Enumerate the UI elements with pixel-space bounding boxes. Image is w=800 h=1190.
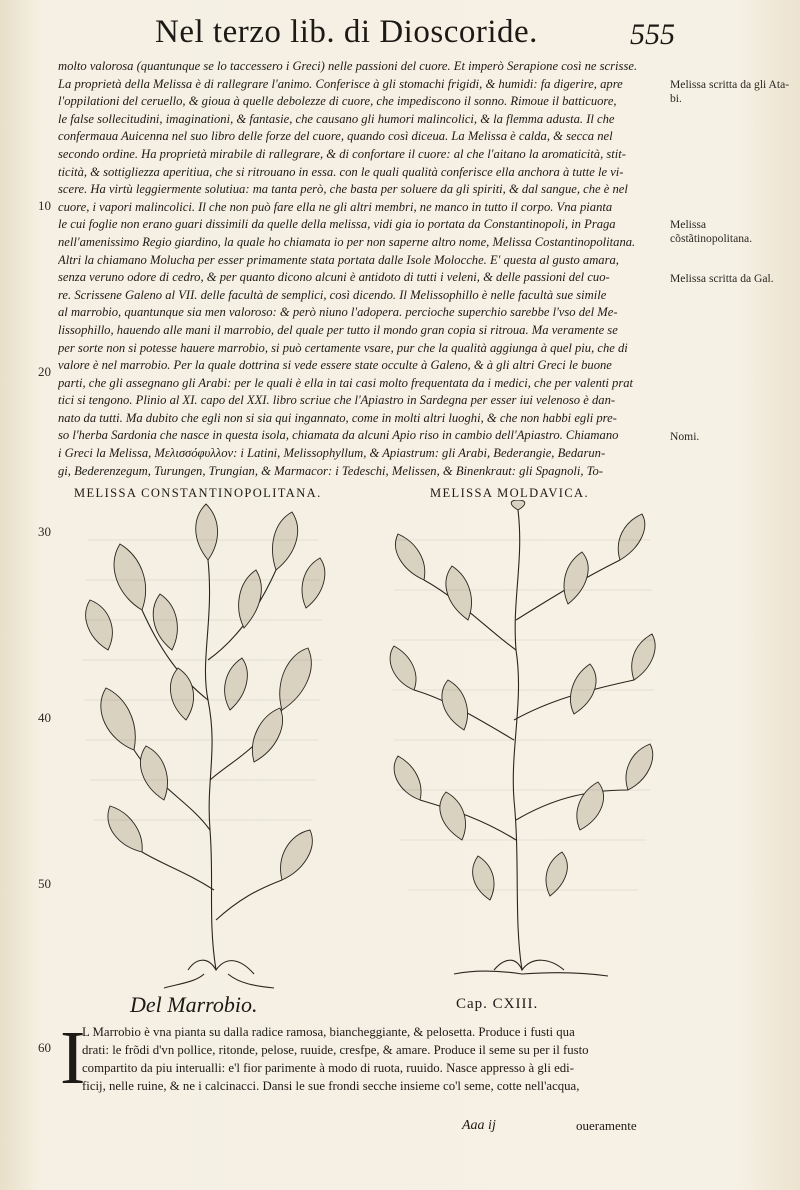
text-line: ticità, & sottigliezza aperitiua, che si ritrouano in essa. con le quali qualità conferisce ella anchora à tutte le vi-: [58, 164, 624, 179]
text-line: le false sollecitudini, imaginationi, & fantasie, che causano gli humori malincolici, & la flemma adusta. Il che: [58, 111, 615, 126]
margin-note: Melissa scritta da gli Ata-bi.: [670, 78, 790, 105]
body-text: [58, 58, 663, 480]
chapter-text: [58, 1016, 658, 1122]
chapter-title: Del Marrobio.: [130, 992, 258, 1017]
text-line: Altri la chiamano Molucha per esser primamente stata portata dalle Isole Molocche. E' questa al gusto amara,: [58, 252, 619, 267]
drop-cap: I: [60, 1016, 86, 1100]
chapter-number: Cap. CXIII.: [456, 996, 539, 1012]
margin-note: Melissa cõstãtinopolitana.: [670, 218, 753, 245]
text-line: senza veruno odore di cedro, & per quanto dicono alcuni è antidoto di tutti i veleni, & delle passioni del cuo-: [58, 270, 610, 285]
text-line: lissophillo, hauendo alle mani il marrobio, del quale per tutto il mondo gran copia si ritroua. Ma veramente se: [58, 322, 618, 337]
text-line: scere. Ha virtù leggiermente solutiua: ma tanta però, che basta per soluere da gli spiriti, & dal sangue, che è nel: [58, 182, 628, 197]
chapter-line: compartito da piu interualli: e'l fior parimente à modo di ruota, ruuido. Nasce appresso à gli edi-: [82, 1061, 574, 1075]
text-line: valore è nel marrobio. Per la quale dottrina si vede essere state occulte à Galeno, & à gli altri Greci le buone: [58, 358, 612, 373]
chapter-line: ficij, nelle ruine, & ne i calcinacci. Dansi le sue frondi secche insieme co'l seme, cotte nell'acqua,: [82, 1079, 580, 1093]
text-line: nell'amenissimo Regio giardino, la quale ho chiamata io per non saperne altro nome, Melissa Costantinopolitana.: [58, 234, 636, 249]
text-line: per sorte non si potesse hauere marrobio, si può certamente vsare, pur che la qualità aggiunga à quel piu, che di: [58, 340, 628, 355]
chapter-line: drati: le frõdi d'vn pollice, ritonde, pelose, ruuide, cresfpe, & amare. Produce il seme su per il fusto: [82, 1043, 589, 1057]
running-title: Nel terzo lib. di Dioscoride.: [155, 14, 538, 50]
text-line: confermaua Auicenna nel suo libro delle forze del cuore, quando così diceua. La Melissa è calda, & secca nel: [58, 129, 613, 144]
text-line: re. Scrissene Galeno al VII. delle facultà de semplici, così dicendo. Il Melissophillo è nelle facultà sue simile: [58, 287, 607, 302]
line-number: 60: [38, 1040, 51, 1055]
text-line: al marrobio, quantunque sia men valoroso: & però niuno l'adopera. percioche superchio sarebbe l'vso del Me-: [58, 305, 618, 320]
text-line: secondo ordine. Ha proprietà mirabile di rallegrare, & di confortare il cuore: al che l'aitano la aromaticità, stit-: [58, 146, 626, 161]
text-line: i Greci la Melissa, Μελισσόφυλλον: i Latini, Melissophyllum, & Apiastrum: gli Arabi, Bederangie, Bedarun-: [58, 446, 606, 461]
line-number: 20: [38, 364, 51, 379]
text-line: cuore, i vapori malincolici. Il che non può fare ella ne gli altri membri, ne manco in tutto il corpo. Vna pianta: [58, 199, 613, 214]
text-line: so l'herba Sardonia che nasce in questa isola, chiamata da alcuni Apio riso in cambio dell'Apiastro. Chiamano: [58, 428, 619, 443]
melissa-moldavica-woodcut: [384, 500, 662, 985]
margin-notes: [670, 78, 790, 458]
text-line: molto valorosa (quantunque se lo taccessero i Greci) nelle passioni del cuore. Et imperò Serapione così ne scrisse.: [58, 59, 638, 73]
line-number: 50: [38, 876, 51, 891]
text-line: gi, Bederenzegum, Turungen, Trungian, & Marmacor: i Tedeschi, Melissen, & Binenkraut: gli Spagnoli, To-: [58, 463, 604, 478]
margin-note: Nomi.: [670, 430, 700, 443]
text-line: nato da tutti. Ma dubito che egli non si sia qui ingannato, come in molti altri luoghi, & che non habbi egli pre-: [58, 410, 617, 425]
text-line: La proprietà della Melissa è di rallegrare l'animo. Conferisce à gli stomachi frigidi, & humidi: fa digerire, apre: [58, 76, 623, 91]
margin-note: Melissa scritta da Gal.: [670, 272, 774, 285]
figure-caption-right: MELISSA MOLDAVICA.: [430, 486, 590, 500]
text-line: le cui foglie non erano guari dissimili da quelle della melissa, vidi gia io portata da Constantinopoli, in Praga: [58, 217, 616, 232]
page-header: [155, 14, 675, 62]
line-number: 30: [38, 524, 51, 539]
catchword: oueramente: [576, 1118, 637, 1133]
melissa-constantinopolitana-woodcut: [68, 500, 336, 990]
page-number: 555: [630, 18, 675, 51]
text-line: parti, che gli assegnano gli Arabi: per le quali è ella in tai casi molto frequentata da i medici, che per valenti prat: [58, 375, 634, 390]
figure-caption-left: MELISSA CONSTANTINOPOLITANA.: [74, 486, 322, 500]
text-line: tici si tengono. Plinio al XI. capo del XXI. libro scriue che l'Apiastro in Sardegna per esser iui velenoso è dan-: [58, 393, 616, 408]
line-number: 10: [38, 198, 51, 213]
chapter-line: L Marrobio è vna pianta su dalla radice ramosa, biancheggiante, & pelosetta. Produce i fusti qua: [82, 1025, 575, 1039]
text-line: l'oppilationi del ceruello, & gioua à quelle debolezze di cuore, che impediscono il sonno. Rimoue il batticuore,: [58, 94, 617, 109]
signature-mark: Aaa ij: [462, 1118, 496, 1133]
line-number: 40: [38, 710, 51, 725]
